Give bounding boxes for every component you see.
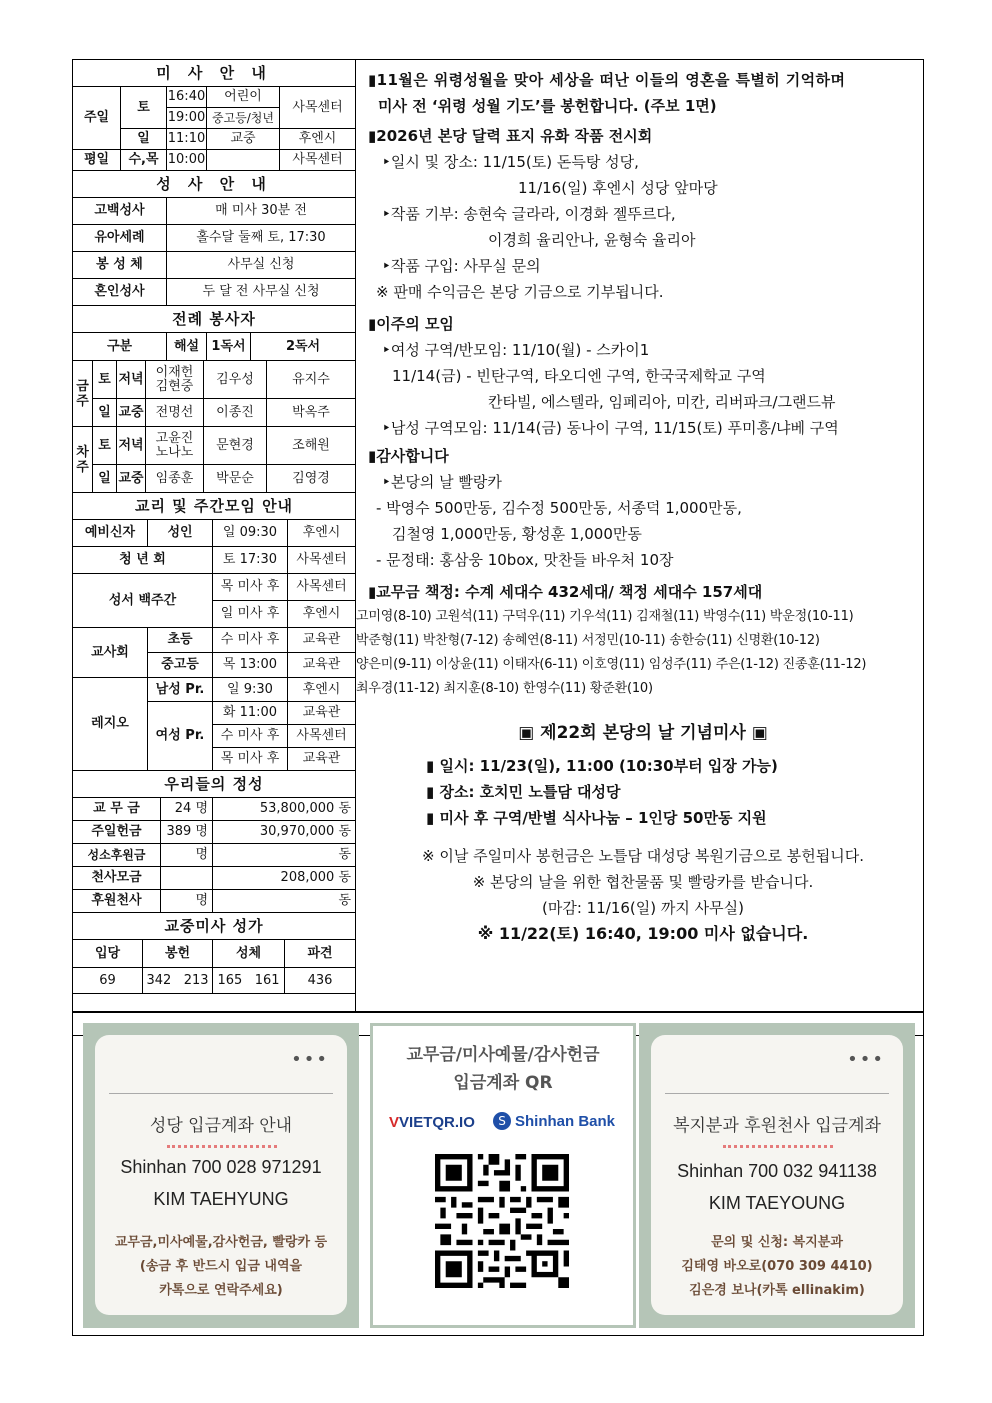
welfare-account-holder: KIM TAEYOUNG: [708, 1193, 846, 1213]
sacrament-title: 성 사 안 내: [73, 171, 356, 198]
education-title: 교리 및 주간모임 안내: [73, 493, 356, 520]
education-table: 교리 및 주간모임 안내 예비신자 성인 일 09:30 후엔시 청 년 회 토 17:30 사목센터 성서 백주간 목 미사 후 사목센터 일 미사 후 후엔시 교사회 초등 수 미사 후 교육관 중고등 목 13:00 교육관 레지오 남성 Pr. 일 9:30 후엔시 여성 Pr. 화 11:00 교육관 수 미사 후 사목센터 목 미사 후 교육관: [72, 492, 356, 771]
more-dots-icon: •••: [847, 1049, 885, 1070]
divider: [109, 1093, 333, 1094]
finance-table: 우리들의 정성 교 무 금 24 명 53,800,000 동 주일헌금 389 명 30,970,000 동 성소후원금 명 동 천사모금 208,000 동 후원천사 명 동: [72, 770, 356, 913]
vietqr-logo: VVIETQR.IO: [389, 1114, 475, 1131]
hymn-title: 교중미사 성가: [73, 913, 356, 940]
more-dots-icon: •••: [291, 1049, 329, 1070]
welfare-account-card: ••• 복지분과 후원천사 입금계좌 Shinhan 700 032 941138 KIM TAEYOUNG 문의 및 신청: 복지분과 김태영 바오로(070 309 4410) 김은경 보나(카톡 ellinakim): [651, 1035, 903, 1315]
parish-account-holder: KIM TAEHYUNG: [153, 1189, 289, 1209]
welfare-account-panel: [639, 1023, 915, 1328]
bank-info-section: [72, 1011, 924, 1336]
meetings-heading: ▮이주의 모임: [368, 315, 454, 333]
welfare-account-title: 복지분과 후원천사 입금계좌: [673, 1116, 881, 1136]
hymn-table: 교중미사 성가 입당 봉헌 성체 파견 69 342 213 165 161 436: [72, 912, 356, 994]
no-mass-notice: ※ 11/22(토) 16:40, 19:00 미사 없습니다.: [477, 924, 809, 943]
notice-november: ▮11월은 위령성월을 맞아 세상을 떠난 이들의 영혼을 특별히 기억하며: [368, 71, 846, 89]
divider: [665, 1093, 889, 1094]
qr-panel: 교무금/미사예물/감사헌금 입금계좌 QR VVIETQR.IO S Shinhan Bank: [370, 1023, 636, 1328]
exhibition-heading: ▮2026년 본당 달력 표지 유화 작품 전시회: [368, 127, 653, 145]
squiggle-decoration: [167, 1145, 277, 1152]
liturgy-table: 금주 토 저녁 이재헌 김현중 김우성 유지수 일 교중 전명선 이종진 박옥주 차주 토 저녁 고윤진 노나노 문현경 조해원 일 교중 임종훈 박문순 김영경: [72, 360, 356, 493]
shinhan-logo: S Shinhan Bank: [493, 1112, 615, 1130]
parish-account-card: ••• 성당 입금계좌 안내 Shinhan 700 028 971291 KIM TAEHYUNG 교무금,미사예물,감사헌금, 빨랑카 등 (송금 후 반드시 입금 내역을 카톡으로 연락주세요): [95, 1035, 347, 1315]
qr-code-icon[interactable]: [435, 1154, 569, 1288]
shinhan-icon: S: [493, 1112, 511, 1130]
mass-title: 미 사 안 내: [73, 60, 356, 87]
parish-account-title: 성당 입금계좌 안내: [149, 1116, 293, 1136]
liturgy-title: 전례 봉사자: [73, 306, 356, 333]
dues-heading: ▮교무금 책정: 수계 세대수 432세대/ 책정 세대수 157세대: [368, 583, 763, 601]
info-table: 미 사 안 내 주일 토 16:40 어린이 사목센터 19:00 중고등/청년 일 11:10 교중 후엔시 평일 수,목 10:00 사목센터 성 사 안 내 고백성사 매 미사 30분 전 유아세례 홀수달 둘째 토, 17:30 봉 성 체 사무실 신청 혼인성사 두 달 전 사무실 신청 전례 봉사자 구분 해설 1독서 2독서: [72, 59, 356, 361]
parish-account-number: Shinhan 700 028 971291: [120, 1157, 322, 1177]
squiggle-decoration: [723, 1145, 833, 1152]
finance-title: 우리들의 정성: [73, 771, 356, 798]
thanks-heading: ▮감사합니다: [368, 447, 449, 465]
left-column: [72, 59, 355, 1011]
welfare-account-number: Shinhan 700 032 941138: [677, 1161, 877, 1181]
parish-account-panel: [83, 1023, 359, 1328]
right-column: ▮11월은 위령성월을 맞아 세상을 떠난 이들의 영혼을 특별히 기억하며 미사 전 ‘위령 성월 기도’를 봉헌합니다. (주보 1면) ▮2026년 본당 달력 표지 유화 작품 전시회 ‣일시 및 장소: 11/15(토) 돈득탕 성당, 11/16(일) 후엔시 성당 앞마당 ‣작품 기부: 송현숙 글라라, 이경화 젤뚜르다, 이경희 율리안나, 윤형숙 율리아 ‣작품 구입: 사무실 문의 ※ 판매 수익금은 본당 기금으로 기부됩니다. ▮이주의 모임 ‣여성 구역/반모임: 11/10(월) - 스카이1 11/14(금) - 빈탄구역, 타오디엔 구역, 한국국제학교 구역 칸타빌, 에스텔라, 임페리아, 미칸, 리버파크/그랜드뷰 ‣남성 구역모임: 11/14(금) 동나이 구역, 11/15(토) 푸미흥/냐베 구역 ▮감사합니다 ‣본당의 날 빨랑카 - 박영수 500만동, 김수정 500만동, 서종덕 1,000만동, 김철영 1,000만동, 황성훈 1,000만동 - 문정태: 홍삼웅 10box, 맛찬들 바우처 10장 ▮교무금 책정: 수계 세대수 432세대/ 책정 세대수 157세대 고미영(8-10) 고원석(11) 구덕우(11) 기우석(11) 김재철(11) 박영수(11) 박운정(10-11) 박준형(11) 박찬형(7-12) 송혜연(8-11) 서정민(10-11) 송한승(11) 신명환(10-12) 양은미(9-11) 이상윤(11) 이태자(6-11) 이호영(11) 임성주(11) 주은(1-12) 진종훈(11-12) 최우경(11-12) 최지훈(8-10) 한영수(11) 황준환(10) ▣ 제22회 본당의 날 기념미사 ▣ ▮ 일시: 11/23(일), 11:00 (10:30부터 입장 가능) ▮ 장소: 호치민 노틀담 대성당 ▮ 미사 후 구역/반별 식사나눔 – 1인당 50만동 지원 ※ 이날 주일미사 봉헌금은 노틀담 대성당 복원기금으로 봉헌됩니다. ※ 본당의 날을 위한 협찬물품 및 빨랑카를 받습니다. (마감: 11/16(일) 까지 사무실) ※ 11/22(토) 16:40, 19:00 미사 없습니다.: [355, 59, 924, 1011]
event-title: ▣ 제22회 본당의 날 기념미사 ▣: [518, 723, 768, 743]
